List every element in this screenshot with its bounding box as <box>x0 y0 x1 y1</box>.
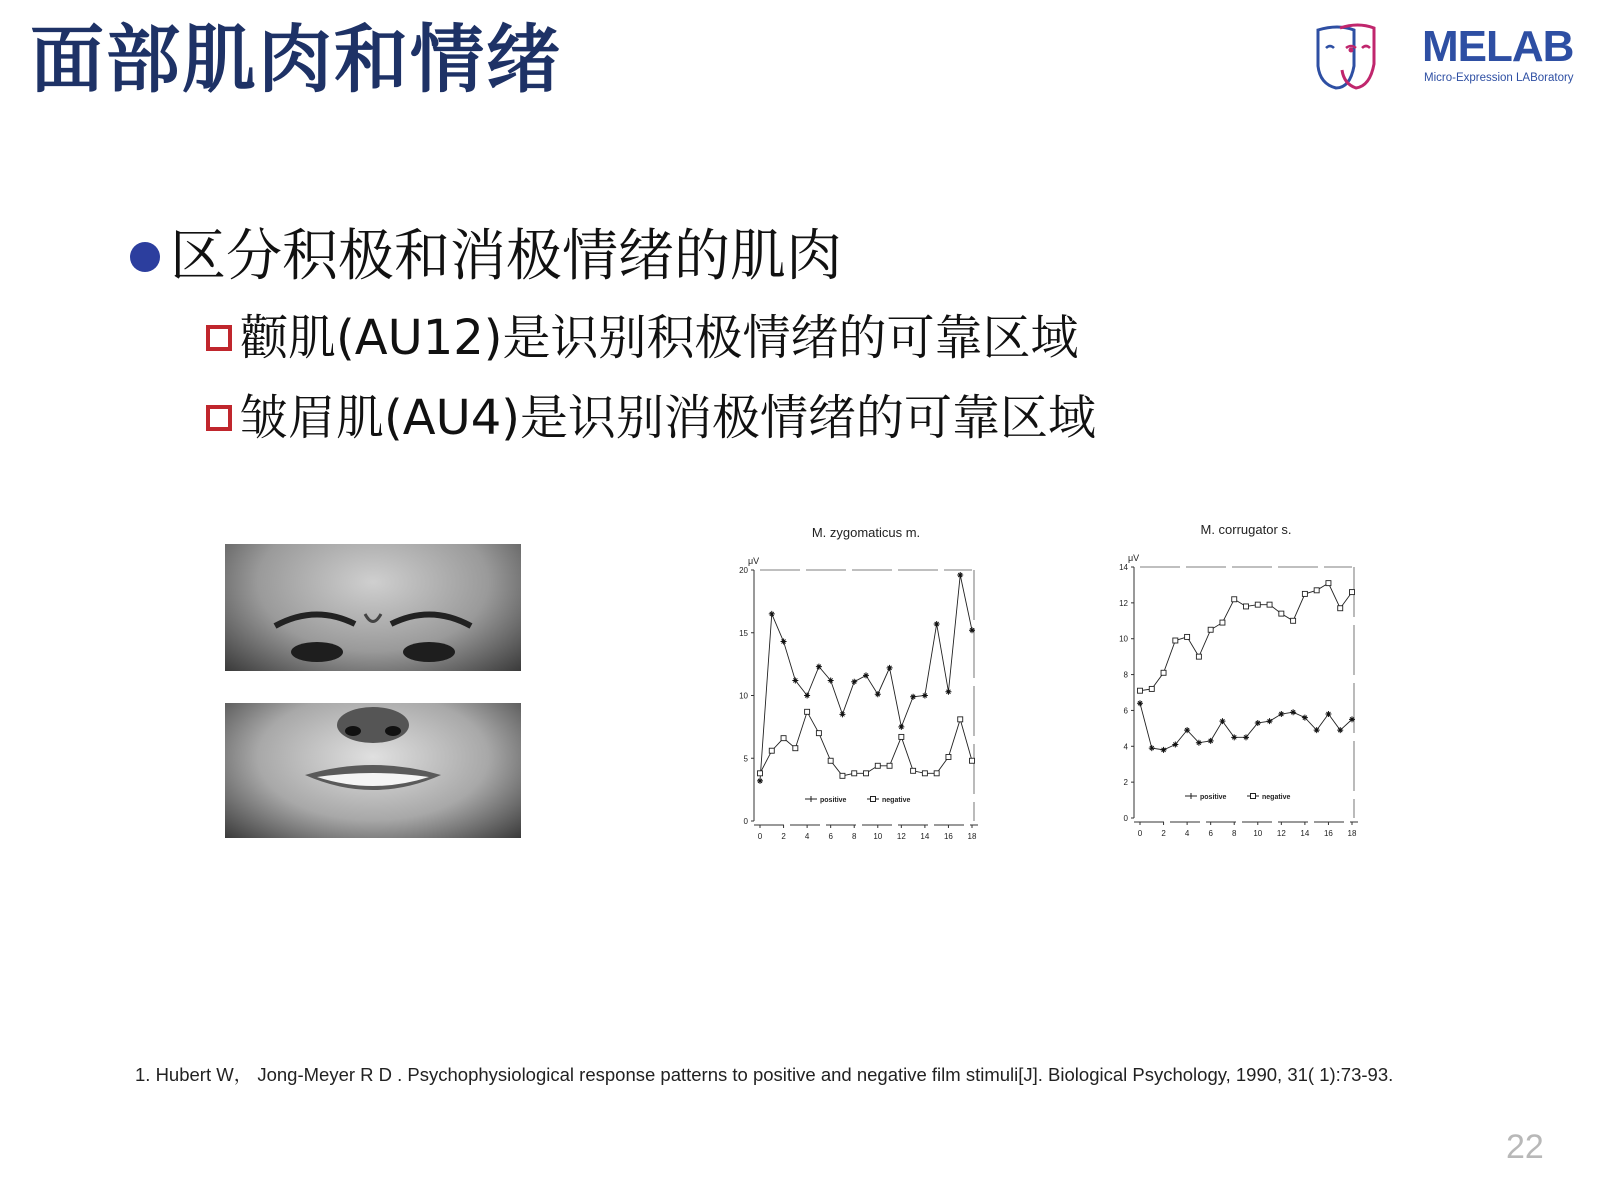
data-point-positive <box>945 689 951 695</box>
data-point-negative <box>1350 590 1355 595</box>
mask-logo-icon <box>1310 22 1390 92</box>
data-point-negative <box>1173 638 1178 643</box>
slide-title: 面部肌肉和情绪 <box>30 17 562 103</box>
face-photo-smile <box>225 703 521 838</box>
x-tick-label: 12 <box>1276 829 1286 838</box>
y-tick-label: 4 <box>1123 742 1128 752</box>
y-tick-label: 6 <box>1123 706 1128 716</box>
data-point-positive <box>769 611 775 617</box>
data-point-positive <box>1267 718 1273 724</box>
face-photo-frown <box>225 544 521 671</box>
x-tick-label: 14 <box>1300 829 1310 838</box>
y-tick-label: 10 <box>739 691 748 701</box>
legend-label: positive <box>1200 794 1227 801</box>
page-number: 22 <box>1506 1128 1544 1166</box>
data-point-negative <box>1255 602 1260 607</box>
data-point-negative <box>1267 602 1272 607</box>
data-point-positive <box>887 665 893 671</box>
y-tick-label: 20 <box>739 566 748 575</box>
sub-bullet-text: 颧肌(AU12)是识别积极情绪的可靠区域 <box>240 310 1079 366</box>
y-tick-label: 14 <box>1119 563 1128 572</box>
sub-bullet-zygomaticus <box>206 308 1079 368</box>
melab-logo <box>1340 20 1580 92</box>
data-point-positive <box>863 672 869 678</box>
data-point-negative <box>934 771 939 776</box>
data-point-negative <box>1149 686 1154 691</box>
x-tick-label: 10 <box>1253 829 1263 838</box>
legend-label: negative <box>882 797 911 804</box>
data-point-positive <box>934 621 940 627</box>
data-point-positive <box>839 711 845 717</box>
data-point-negative <box>1185 634 1190 639</box>
data-point-positive <box>875 691 881 697</box>
legend-marker-negative <box>1251 794 1256 799</box>
y-tick-label: 10 <box>1119 634 1128 644</box>
y-axis-label: μV <box>748 556 760 566</box>
y-axis-label: μV <box>1128 553 1140 563</box>
series-line-positive <box>1140 703 1352 750</box>
y-tick-label: 5 <box>743 754 748 764</box>
x-tick-label: 2 <box>1161 829 1166 838</box>
x-tick-label: 0 <box>757 832 763 841</box>
x-tick-label: 16 <box>1323 829 1333 838</box>
data-point-negative <box>840 773 845 778</box>
data-point-negative <box>769 748 774 753</box>
y-tick-label: 0 <box>1123 814 1128 823</box>
x-tick-label: 8 <box>1231 829 1237 838</box>
data-point-negative <box>875 763 880 768</box>
data-point-negative <box>1338 606 1343 611</box>
series-line-negative <box>760 712 972 776</box>
data-point-negative <box>1279 611 1284 616</box>
x-tick-label: 8 <box>851 832 857 841</box>
x-tick-label: 6 <box>1208 829 1213 838</box>
data-point-positive <box>1137 700 1143 706</box>
x-tick-label: 12 <box>896 832 906 841</box>
data-point-positive <box>1208 738 1214 744</box>
data-point-negative <box>1326 581 1331 586</box>
data-point-negative <box>1161 670 1166 675</box>
main-bullet <box>130 222 842 292</box>
chart-title: M. corrugator s. <box>1200 522 1292 537</box>
data-point-negative <box>805 709 810 714</box>
x-tick-label: 4 <box>804 832 810 841</box>
y-tick-label: 12 <box>1119 598 1128 608</box>
sub-bullet-corrugator <box>206 388 1096 448</box>
y-tick-label: 8 <box>1123 670 1128 680</box>
zygomaticus-line-chart <box>720 515 1000 845</box>
data-point-positive <box>1325 711 1331 717</box>
logo-wordmark: MELAB <box>1422 22 1574 71</box>
data-point-negative <box>946 754 951 759</box>
data-point-negative <box>852 771 857 776</box>
data-point-negative <box>1291 618 1296 623</box>
data-point-negative <box>864 771 869 776</box>
data-point-negative <box>1314 588 1319 593</box>
data-point-positive <box>1278 711 1284 717</box>
data-point-negative <box>758 771 763 776</box>
data-point-negative <box>899 734 904 739</box>
data-point-negative <box>1208 627 1213 632</box>
data-point-positive <box>1149 745 1155 751</box>
x-tick-label: 2 <box>781 832 786 841</box>
data-point-positive <box>898 724 904 730</box>
data-point-positive <box>1161 747 1167 753</box>
data-point-negative <box>911 768 916 773</box>
data-point-positive <box>781 639 787 645</box>
data-point-negative <box>828 758 833 763</box>
y-tick-label: 0 <box>743 817 748 826</box>
data-point-negative <box>1302 591 1307 596</box>
corrugator-line-chart <box>1100 512 1380 842</box>
x-tick-label: 0 <box>1137 829 1143 838</box>
main-bullet-text: 区分积极和消极情绪的肌肉 <box>170 224 842 289</box>
x-tick-label: 16 <box>943 832 953 841</box>
x-tick-label: 18 <box>1347 829 1357 838</box>
bullet-dot-icon <box>130 242 160 272</box>
data-point-negative <box>1220 620 1225 625</box>
legend-label: positive <box>820 797 847 804</box>
series-line-negative <box>1140 583 1352 691</box>
sub-bullet-text: 皱眉肌(AU4)是识别消极情绪的可靠区域 <box>240 390 1096 446</box>
x-tick-label: 6 <box>828 832 833 841</box>
chart-title: M. zygomaticus m. <box>811 525 921 540</box>
data-point-negative <box>781 736 786 741</box>
square-bullet-icon <box>206 325 232 351</box>
data-point-negative <box>922 771 927 776</box>
data-point-negative <box>970 758 975 763</box>
data-point-negative <box>958 717 963 722</box>
data-point-positive <box>910 694 916 700</box>
data-point-positive <box>757 778 763 784</box>
data-point-positive <box>1290 709 1296 715</box>
data-point-negative <box>1196 654 1201 659</box>
square-bullet-icon <box>206 405 232 431</box>
x-tick-label: 4 <box>1184 829 1190 838</box>
x-tick-label: 14 <box>920 832 930 841</box>
data-point-negative <box>793 746 798 751</box>
logo-subtitle: Micro-Expression LABoratory <box>1424 72 1574 84</box>
data-point-positive <box>957 572 963 578</box>
data-point-negative <box>1232 597 1237 602</box>
legend-marker-negative <box>871 797 876 802</box>
data-point-negative <box>1244 604 1249 609</box>
data-point-negative <box>1138 688 1143 693</box>
data-point-negative <box>887 763 892 768</box>
y-tick-label: 15 <box>739 628 748 638</box>
legend-label: negative <box>1262 794 1291 801</box>
data-point-negative <box>816 731 821 736</box>
citation: 1. Hubert W， Jong-Meyer R D . Psychophysiological response patterns to positive and negative film stimuli[J]. Biological Psychology, 1990, 31( 1):73-93. <box>135 1064 1394 1085</box>
data-point-positive <box>851 679 857 685</box>
data-point-positive <box>922 693 928 699</box>
x-tick-label: 10 <box>873 832 883 841</box>
data-point-positive <box>1231 734 1237 740</box>
y-tick-label: 2 <box>1123 778 1128 788</box>
x-tick-label: 18 <box>967 832 977 841</box>
data-point-positive <box>1219 718 1225 724</box>
